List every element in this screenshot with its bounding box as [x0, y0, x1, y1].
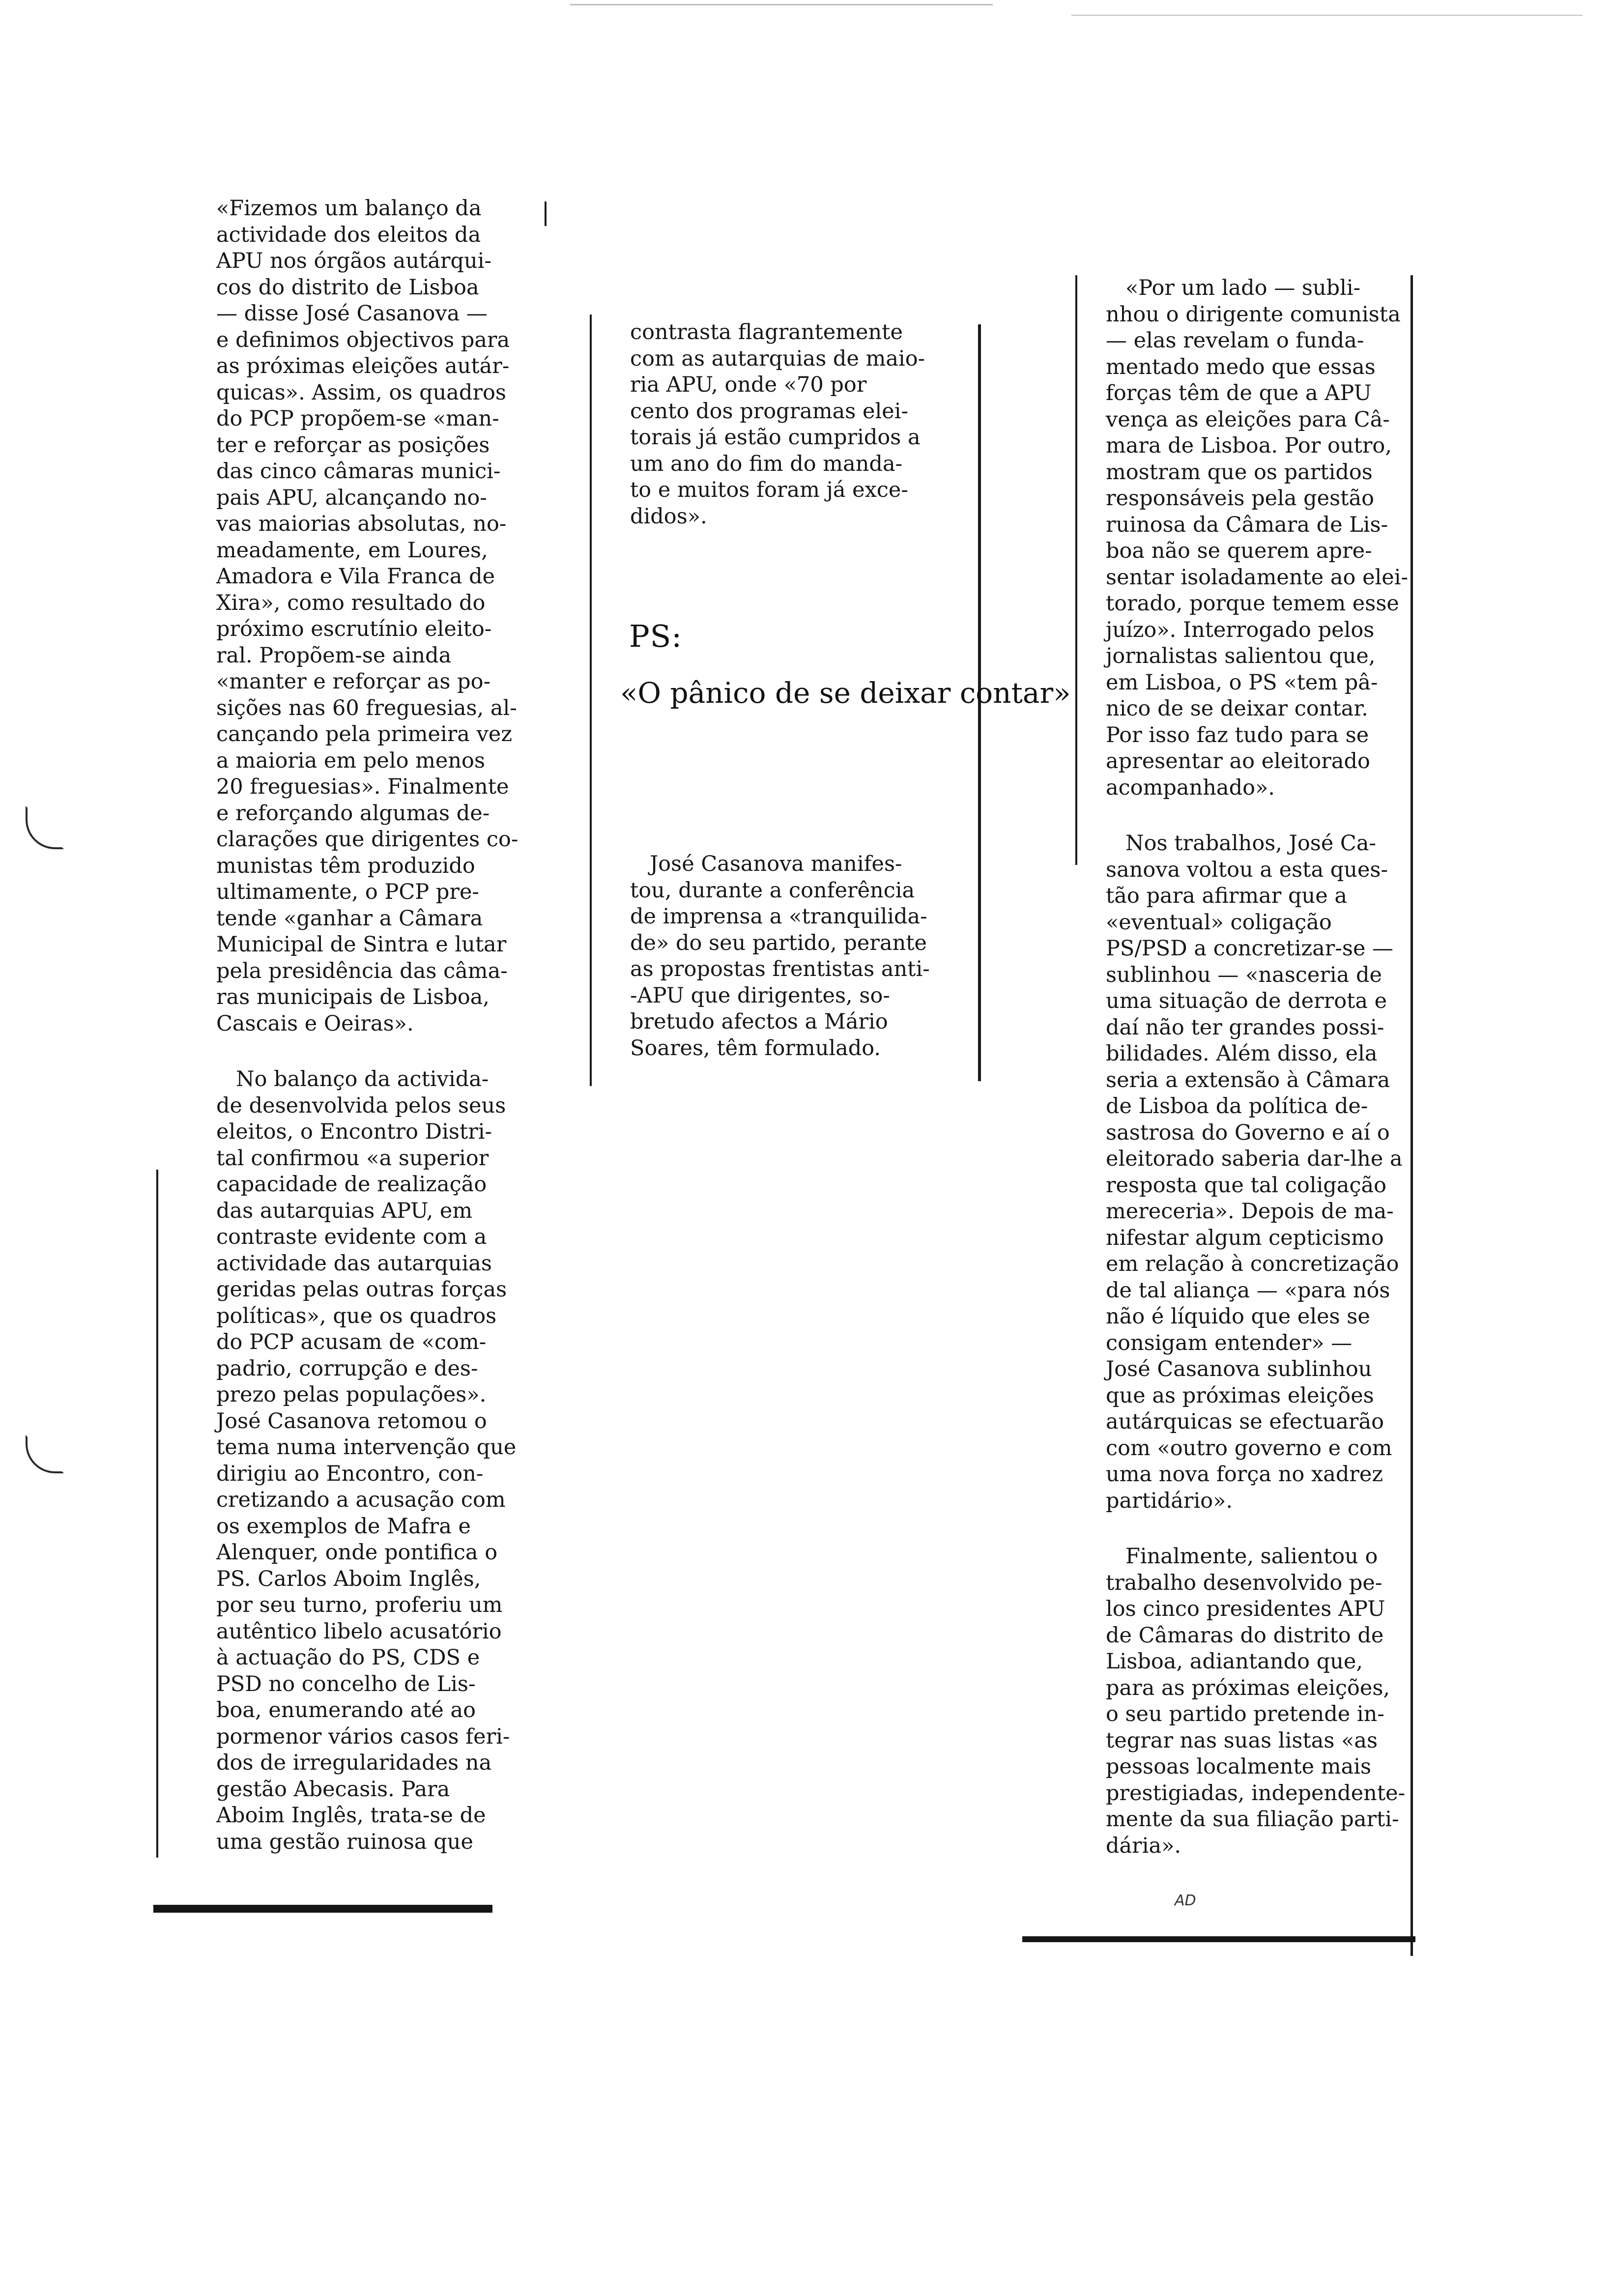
- text-line: «eventual» coligação: [1106, 910, 1332, 935]
- text-line: «Fizemos um balanço da: [216, 196, 482, 221]
- paragraph: [1106, 275, 1410, 801]
- scan-edge-line: [570, 4, 993, 5]
- column-rule: [1075, 275, 1077, 865]
- text-line: — disse José Casanova —: [216, 301, 488, 326]
- text-line: de» do seu partido, perante: [630, 930, 927, 955]
- text-line: APU nos órgãos autárqui-: [216, 249, 491, 273]
- text-line: em Lisboa, o PS «tem pâ-: [1106, 670, 1378, 695]
- column-rule: [1410, 275, 1413, 1956]
- text-line: Cascais e Oeiras».: [216, 1011, 414, 1036]
- text-line: ultimamente, o PCP pre-: [216, 880, 479, 904]
- text-line: Xira», como resultado do: [216, 590, 486, 615]
- text-line: prezo pelas populações».: [216, 1382, 487, 1407]
- text-line: Municipal de Sintra e lutar: [216, 932, 507, 957]
- text-line: Soares, têm formulado.: [630, 1035, 881, 1061]
- text-line: Nos trabalhos, José Ca-: [1125, 831, 1376, 856]
- text-line: consigam entender» —: [1106, 1330, 1353, 1355]
- text-line: PS. Carlos Aboim Inglês,: [216, 1566, 481, 1591]
- text-line: José Casanova retomou o: [216, 1408, 487, 1434]
- text-line: as próximas eleições autár-: [216, 354, 510, 378]
- text-line: bilidades. Além disso, ela: [1106, 1041, 1378, 1066]
- text-line: «Por um lado — subli-: [1125, 276, 1361, 300]
- author-signature: AD: [1175, 1892, 1196, 1909]
- text-line: tal confirmou «a superior: [216, 1146, 489, 1171]
- text-line: cento dos programas elei-: [630, 399, 908, 424]
- headline-line: de se deixar: [775, 676, 951, 710]
- column-end-bar: [153, 1905, 492, 1913]
- text-line: políticas», que os quadros: [216, 1303, 497, 1328]
- text-line: PS/PSD a concretizar-se —: [1106, 936, 1394, 961]
- text-line: ruinosa da Câmara de Lis-: [1106, 512, 1388, 537]
- text-line: sanova voltou a esta ques-: [1106, 857, 1388, 882]
- text-line: autêntico libelo acusatório: [216, 1619, 502, 1644]
- text-line: pessoas localmente mais: [1106, 1754, 1372, 1779]
- text-line: partidário».: [1106, 1488, 1233, 1513]
- text-line: «manter e reforçar as po-: [216, 669, 491, 694]
- text-line: tende «ganhar a Câmara: [216, 906, 483, 931]
- text-line: geridas pelas outras forças: [216, 1277, 507, 1302]
- article-column-middle: [630, 319, 945, 530]
- text-line: mentado medo que essas: [1106, 354, 1376, 379]
- text-line: e definimos objectivos para: [216, 327, 510, 352]
- text-line: tou, durante a conferência: [630, 878, 915, 903]
- headline-line: contar»: [959, 676, 1071, 710]
- text-line: para as próximas eleições,: [1106, 1675, 1390, 1700]
- text-line: daí não ter grandes possi-: [1106, 1015, 1384, 1040]
- text-line: o seu partido pretende in-: [1106, 1702, 1384, 1726]
- text-line: não é líquido que eles se: [1106, 1304, 1370, 1329]
- paragraph: [1106, 831, 1410, 1514]
- text-line: Alenquer, onde pontifica o: [216, 1540, 498, 1565]
- text-line: de imprensa a «tranquilida-: [630, 904, 927, 929]
- text-line: torais já estão cumpridos a: [630, 425, 921, 450]
- text-line: das cinco câmaras munici-: [216, 459, 501, 484]
- text-line: Lisboa, adiantando que,: [1106, 1649, 1363, 1674]
- text-line: ras municipais de Lisboa,: [216, 985, 490, 1009]
- text-line: por seu turno, proferiu um: [216, 1593, 503, 1617]
- scan-edge-line: [1071, 15, 1583, 16]
- text-line: contrasta flagrantemente: [630, 320, 903, 344]
- text-line: — elas revelam o funda-: [1106, 328, 1364, 353]
- text-line: mara de Lisboa. Por outro,: [1106, 433, 1392, 458]
- text-line: responsáveis pela gestão: [1106, 486, 1374, 511]
- text-line: PSD no concelho de Lis-: [216, 1671, 476, 1696]
- text-line: mereceria». Depois de ma-: [1106, 1199, 1394, 1224]
- text-line: ria APU, onde «70 por: [630, 373, 867, 397]
- text-line: que as próximas eleições: [1106, 1383, 1374, 1408]
- text-line: sições nas 60 freguesias, al-: [216, 695, 517, 720]
- paragraph: [1106, 1544, 1410, 1859]
- text-line: padrio, corrupção e des-: [216, 1356, 478, 1381]
- text-line: forças têm de que a APU: [1106, 381, 1372, 405]
- text-line: eleitos, o Encontro Distri-: [216, 1119, 492, 1144]
- paragraph: [216, 196, 518, 1037]
- text-line: José Casanova manifes-: [650, 852, 902, 876]
- text-line: munistas têm produzido: [216, 853, 475, 878]
- text-line: trabalho desenvolvido pe-: [1106, 1570, 1382, 1595]
- text-line: Amadora e Vila Franca de: [216, 564, 495, 589]
- text-line: juízo». Interrogado pelos: [1106, 617, 1375, 642]
- text-line: em relação à concretização: [1106, 1252, 1399, 1276]
- text-line: 20 freguesias». Finalmente: [216, 775, 509, 799]
- text-line: eleitorado saberia dar-lhe a: [1106, 1147, 1403, 1171]
- text-line: ral. Propõem-se ainda: [216, 643, 452, 668]
- text-line: cançando pela primeira vez: [216, 722, 512, 746]
- text-line: -APU que dirigentes, so-: [630, 983, 890, 1008]
- text-line: Por isso faz tudo para se: [1106, 722, 1369, 747]
- text-line: tão para afirmar que a: [1106, 884, 1347, 908]
- text-line: pormenor vários casos feri-: [216, 1724, 510, 1749]
- binder-hole-mark: [26, 1435, 64, 1473]
- text-line: de desenvolvida pelos seus: [216, 1093, 506, 1118]
- text-line: sublinhou — «nasceria de: [1106, 962, 1382, 987]
- text-line: as propostas frentistas anti-: [630, 957, 930, 981]
- text-line: e reforçando algumas de-: [216, 801, 490, 826]
- section-kicker: PS:: [629, 618, 683, 654]
- paragraph: [216, 1066, 517, 1855]
- text-line: sastrosa do Governo e aí o: [1106, 1120, 1390, 1145]
- text-line: tema numa intervenção que: [216, 1435, 517, 1460]
- text-line: uma situação de derrota e: [1106, 989, 1387, 1013]
- text-line: do PCP propõem-se «man-: [216, 406, 499, 431]
- text-line: meadamente, em Loures,: [216, 538, 488, 563]
- text-line: No balanço da activida-: [236, 1067, 489, 1091]
- column-end-bar: [1022, 1936, 1415, 1942]
- text-line: los cinco presidentes APU: [1106, 1597, 1385, 1621]
- text-line: actividade das autarquias: [216, 1251, 492, 1276]
- text-line: seria a extensão à Câmara: [1106, 1067, 1390, 1092]
- text-line: com as autarquias de maio-: [630, 346, 925, 371]
- text-line: dirigiu ao Encontro, con-: [216, 1461, 484, 1486]
- article-column-left: [216, 196, 518, 1855]
- text-line: dária».: [1106, 1833, 1181, 1858]
- text-line: apresentar ao eleitorado: [1106, 749, 1370, 774]
- text-line: com «outro governo e com: [1106, 1435, 1392, 1461]
- text-line: gestão Abecasis. Para: [216, 1777, 450, 1802]
- text-line: pais APU, alcançando no-: [216, 485, 487, 510]
- text-line: pela presidência das câma-: [216, 958, 508, 983]
- text-line: do PCP acusam de «com-: [216, 1330, 487, 1354]
- text-line: prestigiadas, independente-: [1106, 1780, 1406, 1806]
- text-line: uma gestão ruinosa que: [216, 1829, 473, 1854]
- text-line: uma nova força no xadrez: [1106, 1462, 1383, 1487]
- text-line: quicas». Assim, os quadros: [216, 380, 506, 405]
- text-line: José Casanova sublinhou: [1106, 1357, 1372, 1381]
- text-line: contraste evidente com a: [216, 1225, 487, 1249]
- text-line: a maioria em pelo menos: [216, 748, 486, 773]
- article-column-middle-lower: [630, 851, 945, 1062]
- text-line: vas maiorias absolutas, no-: [216, 512, 507, 536]
- text-line: resposta que tal coligação: [1106, 1173, 1387, 1198]
- text-line: um ano do fim do manda-: [630, 451, 903, 476]
- text-line: bretudo afectos a Mário: [630, 1009, 888, 1034]
- section-headline: [620, 673, 1071, 713]
- text-line: mente da sua filiação parti-: [1106, 1807, 1399, 1832]
- column-rule: [545, 201, 547, 226]
- text-line: torado, porque temem esse: [1106, 591, 1399, 616]
- text-line: os exemplos de Mafra e: [216, 1514, 471, 1539]
- text-line: to e muitos foram já exce-: [630, 478, 908, 502]
- text-line: sentar isoladamente ao elei-: [1106, 565, 1409, 590]
- text-line: acompanhado».: [1106, 775, 1275, 800]
- text-line: de tal aliança — «para nós: [1106, 1278, 1390, 1303]
- text-line: mostram que os partidos: [1106, 459, 1373, 485]
- text-line: nhou o dirigente comunista: [1106, 302, 1401, 327]
- text-line: Finalmente, salientou o: [1125, 1544, 1378, 1569]
- text-line: autárquicas se efectuarão: [1106, 1409, 1384, 1434]
- headline-line: «O pânico: [620, 676, 766, 710]
- text-line: actividade dos eleitos da: [216, 222, 481, 247]
- text-line: tegrar nas suas listas «as: [1106, 1728, 1378, 1753]
- text-line: de Câmaras do distrito de: [1106, 1623, 1384, 1648]
- text-line: didos».: [630, 504, 707, 529]
- text-line: de Lisboa da política de-: [1106, 1094, 1368, 1119]
- text-line: nico de se deixar contar.: [1106, 696, 1368, 721]
- binder-hole-mark: [26, 806, 64, 849]
- text-line: próximo escrutínio eleito-: [216, 617, 492, 641]
- text-line: boa, enumerando até ao: [216, 1698, 476, 1722]
- text-line: vença as eleições para Câ-: [1106, 407, 1390, 432]
- column-rule: [590, 315, 592, 1086]
- text-line: Aboim Inglês, trata-se de: [216, 1803, 486, 1828]
- text-line: capacidade de realização: [216, 1172, 487, 1197]
- text-line: clarações que dirigentes co-: [216, 827, 518, 852]
- text-line: jornalistas salientou que,: [1106, 644, 1376, 668]
- article-column-right: [1106, 275, 1410, 1859]
- text-line: nifestar algum cepticismo: [1106, 1225, 1384, 1250]
- text-line: das autarquias APU, em: [216, 1198, 473, 1223]
- text-line: boa não se querem apre-: [1106, 539, 1372, 563]
- text-line: cretizando a acusação com: [216, 1488, 506, 1512]
- text-line: à actuação do PS, CDS e: [216, 1645, 480, 1670]
- text-line: cos do distrito de Lisboa: [216, 275, 479, 300]
- text-line: dos de irregularidades na: [216, 1751, 492, 1775]
- text-line: ter e reforçar as posições: [216, 432, 490, 458]
- column-rule: [156, 1170, 158, 1858]
- paragraph: [630, 851, 945, 1062]
- paragraph: [630, 319, 945, 530]
